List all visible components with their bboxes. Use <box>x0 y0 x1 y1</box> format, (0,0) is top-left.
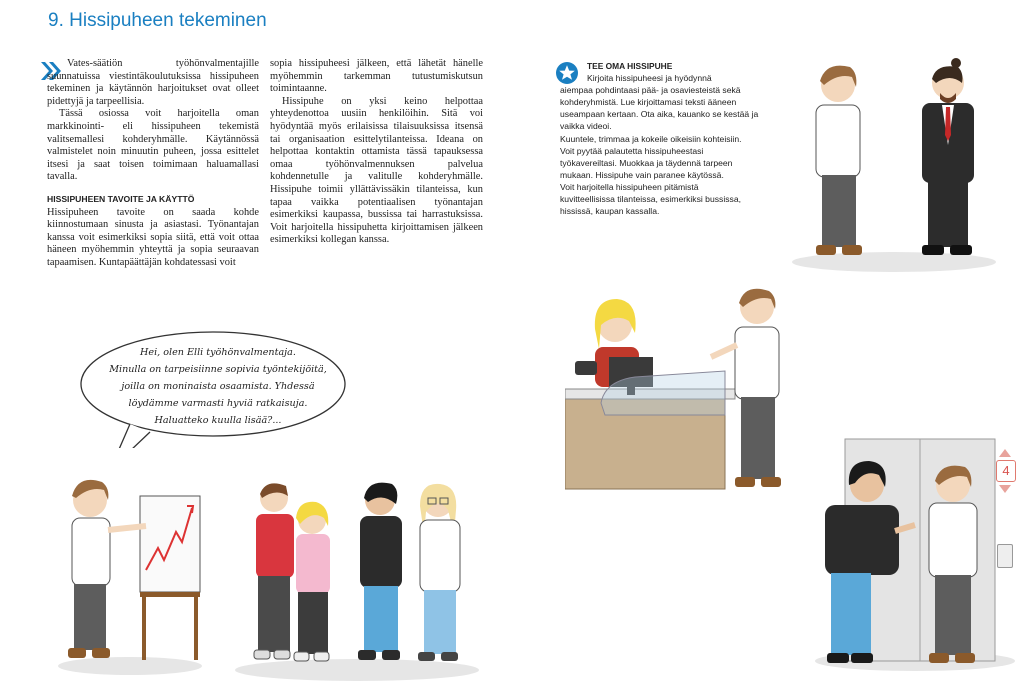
paragraph: sopia hissipuheesi jälkeen, että lähetät hänelle myöhemmin tarkemman tutustumiskutsun toimintaanne. <box>270 58 483 95</box>
intro-paragraph: Vates-säätiön työhönvalmentajille suunnatuissa viestintäkoulutuksissa hissipuheen tekeminen ja käytännön harjoitukset ovat olleet pidettyjä ja tarpeellisia. <box>47 58 259 107</box>
speech-text <box>92 344 344 429</box>
elevator-floor-number: 4 <box>996 460 1016 482</box>
elevator-call-buttons <box>997 544 1013 568</box>
tip-line: vaikka videoi. <box>560 121 612 132</box>
speech-line: joilla on moninaista osaamista. Yhdessä <box>121 381 315 392</box>
chevron-down-icon <box>998 484 1012 494</box>
illustration-two-men <box>790 55 1000 277</box>
tip-line: Voit harjoitella hissipuheen pitämistä <box>560 181 699 192</box>
chevron-up-icon <box>998 448 1012 458</box>
speech-line: Minulla on tarpeisiinne sopivia työntekijöitä, <box>109 364 327 375</box>
tip-title: TEE OMA HISSIPUHE <box>587 61 673 71</box>
tip-line: Kuuntele, trimmaa ja kokeile oikeisiin kohteisiin. <box>560 133 742 144</box>
paragraph: Hissipuhe on yksi keino helpottaa yhteydenottoa uusiin henkilöihin. Sitä voi hyödyntää myös erilaisissa tilaisuuksissa itsensä tai organisaation esittelytilanteissa. Ideana on helpottaa kontaktin ottamista tässä tapauksessa omaa työhönvalmennuksen palvelua kohdennetulle ja valitulle kohderyhmälle. Hissipuhe toimii yllättävissäkin tilanteissa, kun tapaa vaikka potentiaalisen työnantajan esimerkiksi kaupassa, bussissa tai harrastuksissa. Voit harjoitella hissipuhetta kirjoittamisen jälkeen esimerkiksi kollegan kanssa. <box>270 95 483 246</box>
section-heading: HISSIPUHEEN TAVOITE JA KÄYTTÖ <box>47 193 195 204</box>
paragraph: Hissipuheen tavoite on saada kohde kiinnostumaan sinusta ja asiastasi. Työnantajan kanssa voit esimerkiksi sopia siitä, että voit ottaa häneen myöhemmin yhteyttä ja sopia seuraavan tapaamisen. Kuntapäättäjän kohdatessasi voit <box>47 206 259 268</box>
tip-line: kuvitteellisissa tilanteissa, esimerkiksi bussissa, <box>560 194 742 205</box>
page-title: 9. Hissipuheen tekeminen <box>48 10 267 31</box>
speech-line: Haluatteko kuulla lisää?... <box>154 415 282 426</box>
tip-line: aiempaa pohdintaasi pää- ja osaviesteistä sekä <box>560 85 741 96</box>
speech-line: löydämme varmasti hyviä ratkaisuja. <box>128 398 308 409</box>
tip-line: työkavereiltasi. Muokkaa ja täydennä tarpeen <box>560 157 733 168</box>
speech-line: Hei, olen Elli työhönvalmentaja. <box>140 347 296 358</box>
text-column-2 <box>270 58 483 247</box>
tip-line: Voit pyytää palautetta hissipuheestasi <box>560 145 704 156</box>
text-column-1 <box>47 58 259 270</box>
illustration-elevator <box>815 435 1015 675</box>
illustration-audience <box>232 470 482 685</box>
illustration-presenter <box>50 470 220 680</box>
tip-line: hississä, kaupan kassalla. <box>560 206 660 217</box>
tip-line: Kirjoita hissipuheesi ja hyödynnä <box>587 73 712 84</box>
tip-box <box>560 60 778 217</box>
tip-line: mukaan. Hissipuhe vain paranee käytössä. <box>560 169 724 180</box>
tip-line: kohderyhmistä. Lue kirjoittamasi teksti ääneen <box>560 97 737 108</box>
paragraph: Tässä osiossa voit harjoitella oman markkinointi- eli hissipuheen tekemistä valitsemallesi kohderyhmälle. Käytännössä valmistelet noin minuutin puheen, jossa esittelet itsesi ja saat toisen toimimaan haluamallasi tavalla. <box>47 108 259 183</box>
illustration-store-counter <box>565 285 805 500</box>
tip-line: useampaan kertaan. Ota aika, kauanko se kestää ja <box>560 109 759 120</box>
